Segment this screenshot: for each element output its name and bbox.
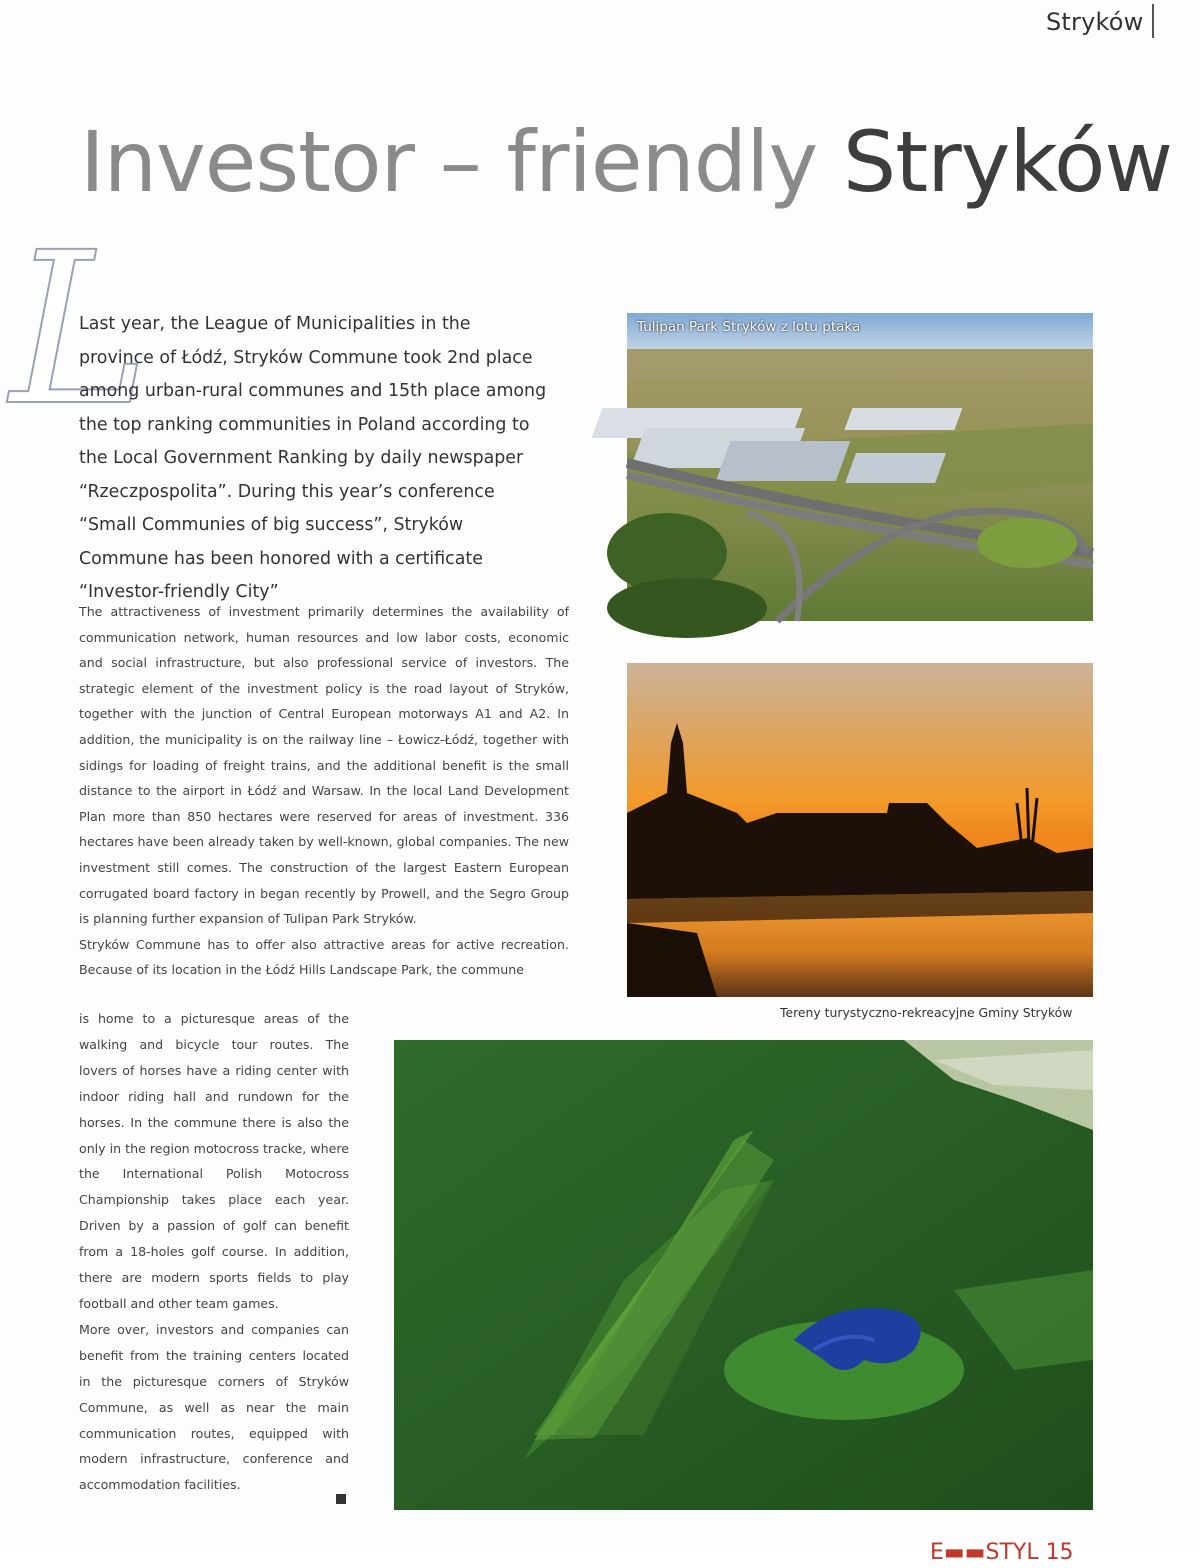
aerial-park-illustration [627,313,1093,621]
aerial-forest-illustration [394,1040,1093,1510]
footer-text: E▬▬STYL 15 [930,1540,1074,1565]
sunset-photo-caption: Tereny turystyczno-rekreacyjne Gminy Stryków [780,1005,1073,1020]
body-paragraph-1: The attractiveness of investment primarily determines the availability of communication network, human resources and low labor costs, economic and social infrastructure, but also professional service of investors. The strategic element of the investment policy is the road layout of Stryków, together with the junction of Central European motorways A1 and A2. In addition, the municipality is on the railway line – Łowicz-Łódź, together with sidings for loading of freight trains, and the additional benefit is the small distance to the airport in Łódź and Warsaw. In the local Land Development Plan more than 850 hectares were reserved for areas of investment. 336 hectares have been already taken by well-known, global companies. The new investment still comes. The construction of the largest Eastern European corrugated board factory in began recently by Prowell, and the Segro Group is planning further expansion of Tulipan Park Stryków. [79,604,569,927]
body-paragraph-2-end: is home to a picturesque areas of the walking and bicycle tour routes. The lovers of horses have a riding center with indoor riding hall and rundown for the horses. In the commune there is also the only in the region motocross tracke, where the International Polish Motocross Championship takes place each year. Driven by a passion of golf can benefit from a 18-holes golf course. In addition, there are modern sports fields to play football and other team games. [79,1011,349,1311]
aerial-park-photo [627,313,1093,621]
page-title [80,112,1172,212]
drop-cap: L [10,207,150,452]
title-part-1: Investor – friendly [80,113,818,211]
sunset-lake-photo [627,663,1093,997]
sunset-lake-illustration [627,663,1093,997]
lead-paragraph: Last year, the League of Municipalities in the province of Łódź, Stryków Commune took 2nd place among urban-rural communes and 15th place among the top ranking communities in Poland according to the Local Government Ranking by daily newspaper “Rzeczpospolita”. During this year’s conference “Small Communies of big success”, Stryków Commune has been honored with a certificate “Investor-friendly City” [79,314,547,602]
body-column-narrow [79,1006,349,1498]
running-header: Stryków [1046,8,1144,36]
aerial-photo-caption: Tulipan Park Stryków z lotu ptaka [637,319,861,335]
page-footer [930,1538,1090,1565]
aerial-forest-photo [394,1040,1093,1510]
title-part-2: Stryków [842,113,1173,211]
end-of-article-mark [336,1494,346,1504]
header-rule [1152,4,1154,38]
body-paragraph-2-start: Stryków Commune has to offer also attractive areas for active recreation. Because of its location in the Łódź Hills Landscape Park, the commune [79,936,569,978]
body-column-wide [79,599,569,983]
body-paragraph-3: More over, investors and companies can benefit from the training centers located in the picturesque corners of Stryków Commune, as well as near the main communication routes, equipped with modern infrastructure, conference and accommodation facilities. [79,1321,349,1493]
